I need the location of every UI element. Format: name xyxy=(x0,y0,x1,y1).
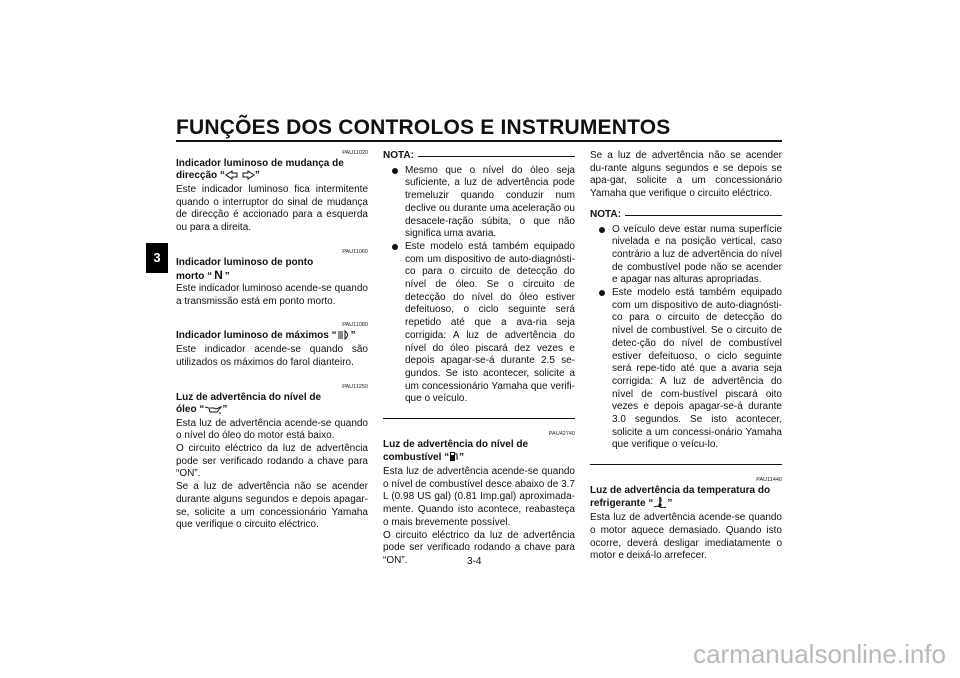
section-body: Se a luz de advertência não se acender du-rante alguns segundos e se depois se apa-gar, solicite a um concessionário Yamaha que verifique o circuito eléctrico. xyxy=(590,150,782,200)
section-body: Se a luz de advertência não se acender durante alguns segundos e depois apagar-se, solicite a um concessionário Yamaha que verifique o circuito eléctrico. xyxy=(176,481,368,531)
section-body: O circuito eléctrico da luz de advertência pode ser verificado rodando a chave para “ON”. xyxy=(383,529,575,566)
high-beam-icon xyxy=(337,330,351,344)
section-code: PAU11440 xyxy=(756,477,782,484)
section-body: Esta luz de advertência acende-se quando o nível de combustível desce abaixo de 3.7 L (0.98 US gal) (0.81 Imp.gal) aproximada-mente. Quando isto acontece, reabasteça o mais brevemente possível. xyxy=(383,466,575,528)
list-item: O veículo deve estar numa superfície nivelada e na posição vertical, caso contrário a luz de advertência do nível de combustível pode não se acender e apagar nas alturas apropriadas. xyxy=(590,224,782,288)
column-2 xyxy=(383,150,575,568)
watermark: carmanualsonline.info xyxy=(693,639,946,669)
section-body: Este indicador luminoso fica intermitente quando o interruptor do sinal de mudança de direcção é accionado para a esquerda ou para a direita. xyxy=(176,184,368,234)
section-code: PAU42740 xyxy=(548,431,575,438)
section-heading-neutral: Indicador luminoso de ponto morto “ N ” xyxy=(176,256,314,282)
chapter-tab: 3 xyxy=(146,243,168,273)
list-item: Este modelo está também equipado com um dispositivo de auto-diagnósti-co para o circuito de detecção do nível de óleo. Se o circuito de detecção do nível do óleo estiver defeituoso, o ciclo seguinte será repetido até que a ava-ria seja corrigida: A luz de advertência do nível do óleo piscará dez vezes e depois apagar-se-á durante 2.5 se-gundos. Se isto acontecer, solicite a um concessionário Yamaha que verifi-que o veículo. xyxy=(383,241,575,406)
section-heading-coolant-temperature: Luz de advertência da temperatura do refrigerante “ ” xyxy=(590,485,782,512)
neutral-n-glyph: N xyxy=(214,267,223,282)
oil-can-icon xyxy=(204,404,222,418)
section-heading-turn-signal: Indicador luminoso de mudança de direcção “ ” xyxy=(176,158,368,184)
list-item: Mesmo que o nível do óleo seja suficiente, a luz de advertência pode tremeluzir quando conduzir num declive ou durante uma aceleração ou desacele-ração súbita, o que não significa uma avaria. xyxy=(383,165,575,241)
section-body: Esta luz de advertência acende-se quando o motor aquece demasiado. Quando isto ocorre, deverá desligar imediatamente o motor e deixá-lo arrefecer. xyxy=(590,512,782,562)
nota-list xyxy=(590,224,782,453)
list-item: Este modelo está também equipado com um dispositivo de auto-diagnósti-co para o circuito de detecção do nível de combustível. Se o circuito de detec-ção do nível de combustível estiver defeituoso, o ciclo seguinte será repe-tido até que a avaria seja corrigida: A luz de advertência do nível de com-bustível piscará oito vezes e depois apagar-se-á durante 3.0 segundos. Se isto acontecer, solicite a um concessi-onário Yamaha que verifique o veícu-lo. xyxy=(590,287,782,452)
page-title: FUNÇÕES DOS CONTROLOS E INSTRUMENTOS xyxy=(176,116,671,139)
section-body: Este indicador acende-se quando são utilizados os máximos do farol dianteiro. xyxy=(176,344,368,368)
divider xyxy=(590,464,782,465)
section-code: PAU11250 xyxy=(342,383,368,390)
section-heading-high-beam: Indicador luminoso de máximos “ ” xyxy=(176,330,368,344)
nota-heading: NOTA: xyxy=(383,150,575,163)
turn-signal-arrows-icon xyxy=(225,170,255,184)
page-number: 3-4 xyxy=(467,556,482,567)
column-3 xyxy=(590,150,782,563)
column-1 xyxy=(176,150,368,532)
fuel-pump-icon xyxy=(449,451,459,466)
nota-heading: NOTA: xyxy=(590,209,782,222)
section-body: O circuito eléctrico da luz de advertência pode ser verificado rodando a chave para “ON”. xyxy=(176,443,368,480)
section-code: PAU11080 xyxy=(342,322,368,329)
section-code: PAU11060 xyxy=(342,248,368,255)
section-body: Este indicador luminoso acende-se quando a transmissão está em ponto morto. xyxy=(176,282,368,307)
nota-list xyxy=(383,165,575,406)
divider xyxy=(383,418,575,419)
section-heading-fuel-level: Luz de advertência do nível de combustível “ ” xyxy=(383,439,575,466)
section-body: Esta luz de advertência acende-se quando o nível do óleo do motor está baixo. xyxy=(176,417,368,442)
section-code: PAU11020 xyxy=(342,150,368,156)
coolant-thermometer-icon xyxy=(653,497,667,512)
section-heading-oil-level: Luz de advertência do nível de óleo “ ” xyxy=(176,392,368,418)
title-rule xyxy=(176,140,782,142)
